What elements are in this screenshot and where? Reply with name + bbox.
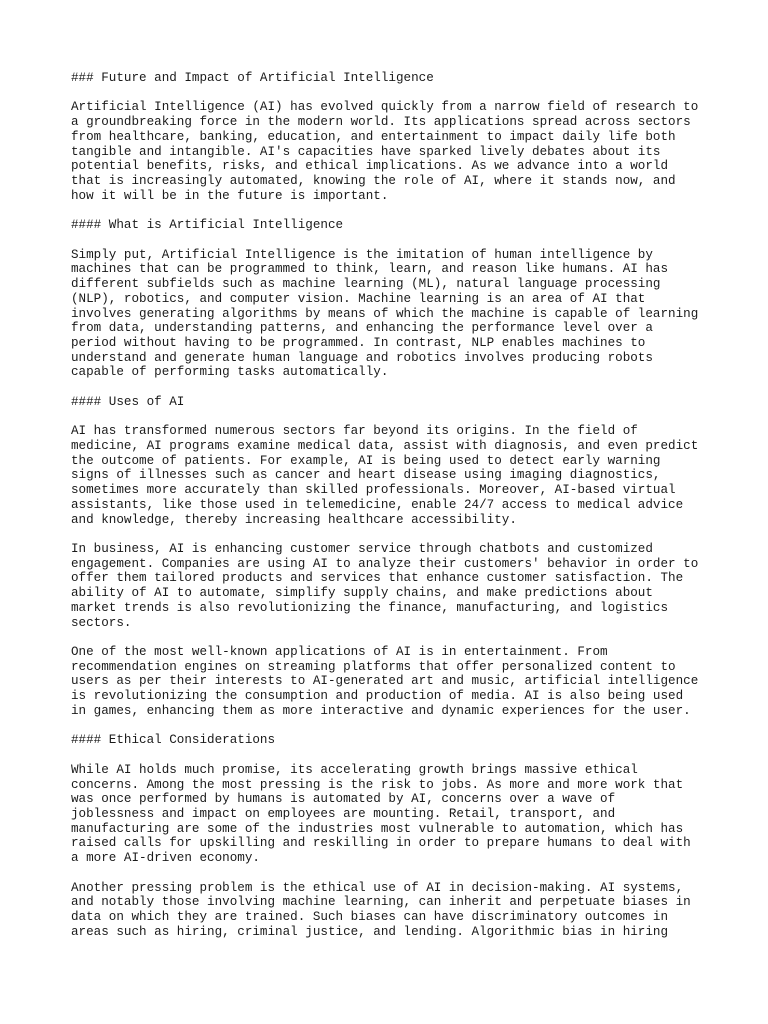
text-line: Simply put, Artificial Intelligence is the imitation of human intelligence by [71, 247, 653, 262]
paragraph-jobs [71, 763, 721, 866]
text-line: from healthcare, banking, education, and entertainment to impact daily life both [71, 129, 676, 144]
text-line: areas such as hiring, criminal justice, and lending. Algorithmic bias in hiring [71, 924, 669, 939]
text-line: medicine, AI programs examine medical data, assist with diagnosis, and even predict [71, 438, 699, 453]
document-page [71, 71, 721, 954]
text-line: from data, understanding patterns, and enhancing the performance level over a [71, 321, 653, 336]
text-line: market trends is also revolutionizing the finance, manufacturing, and logistics [71, 600, 669, 615]
text-line: offer them tailored products and services that enhance customer satisfaction. The [71, 571, 684, 586]
text-line: joblessness and impact on employees are mounting. Retail, transport, and [71, 806, 616, 821]
heading-ethical-considerations [71, 733, 721, 748]
text-line: sometimes more accurately than skilled professionals. Moreover, AI-based virtual [71, 483, 676, 498]
text-line: different subfields such as machine learning (ML), natural language processing [71, 277, 661, 292]
text-line: in games, enhancing them as more interactive and dynamic experiences for the user. [71, 703, 691, 718]
text-line: Artificial Intelligence (AI) has evolved quickly from a narrow field of research to [71, 100, 699, 115]
text-line: raised calls for upskilling and reskilling in order to prepare humans to deal with [71, 836, 691, 851]
text-line: In business, AI is enhancing customer service through chatbots and customized [71, 542, 653, 556]
paragraph-bias [71, 881, 721, 940]
paragraph-entertainment [71, 645, 721, 719]
text-line: period without having to be programmed. In contrast, NLP enables machines to [71, 335, 646, 350]
text-line: that is increasingly automated, knowing the role of AI, where it stands now, and [71, 174, 676, 189]
text-line: users as per their interests to AI-generated art and music, artificial intelligence [71, 674, 699, 689]
text-line: #### Uses of AI [71, 394, 185, 409]
text-line: (NLP), robotics, and computer vision. Machine learning is an area of AI that [71, 291, 646, 306]
text-line: recommendation engines on streaming platforms that offer personalized content to [71, 659, 676, 674]
text-line: was once performed by humans is automated by AI, concerns over a wave of [71, 792, 616, 807]
text-line: ability of AI to automate, simplify supply chains, and make predictions about [71, 586, 653, 601]
text-line: and notably those involving machine learning, can inherit and perpetuate biases in [71, 895, 691, 910]
text-line: potential benefits, risks, and ethical implications. As we advance into a world [71, 159, 669, 174]
text-line: the outcome of patients. For example, AI is being used to detect early warning [71, 453, 661, 468]
heading-uses-of-ai [71, 395, 721, 410]
text-line: assistants, like those used in telemedicine, enable 24/7 access to medical advice [71, 497, 684, 512]
heading-future-impact [71, 71, 721, 86]
paragraph-definition [71, 248, 721, 380]
text-line: #### What is Artificial Intelligence [71, 218, 344, 233]
text-line: tangible and intangible. AI's capacities have sparked lively debates about its [71, 144, 661, 159]
text-line: AI has transformed numerous sectors far beyond its origins. In the field of [71, 424, 638, 439]
text-line: data on which they are trained. Such biases can have discriminatory outcomes in [71, 909, 669, 924]
text-line: is revolutionizing the consumption and production of media. AI is also being used [71, 689, 684, 704]
text-line: machines that can be programmed to think, learn, and reason like humans. AI has [71, 262, 669, 277]
paragraph-intro [71, 100, 721, 203]
text-line: a groundbreaking force in the modern world. Its applications spread across sectors [71, 115, 691, 130]
text-line: signs of illnesses such as cancer and heart disease using imaging diagnostics, [71, 468, 661, 483]
text-line: a more AI-driven economy. [71, 851, 260, 866]
text-line: capable of performing tasks automatically. [71, 365, 389, 380]
text-line: ### Future and Impact of Artificial Intelligence [71, 71, 434, 85]
text-line: concerns. Among the most pressing is the risk to jobs. As more and more work that [71, 777, 684, 792]
heading-what-is-ai [71, 218, 721, 233]
text-line: engagement. Companies are using AI to analyze their customers' behavior in order to [71, 556, 699, 571]
text-line: sectors. [71, 615, 132, 630]
text-line: how it will be in the future is important. [71, 188, 389, 203]
text-line: understand and generate human language and robotics involves producing robots [71, 350, 653, 365]
text-line: manufacturing are some of the industries most vulnerable to automation, which has [71, 821, 684, 836]
text-line: and knowledge, thereby increasing healthcare accessibility. [71, 512, 517, 527]
text-line: Another pressing problem is the ethical use of AI in decision-making. AI systems, [71, 880, 684, 895]
text-line: #### Ethical Considerations [71, 733, 276, 748]
paragraph-medicine [71, 424, 721, 527]
text-line: involves generating algorithms by means of which the machine is capable of learning [71, 306, 699, 321]
text-line: While AI holds much promise, its accelerating growth brings massive ethical [71, 762, 638, 777]
text-line: One of the most well-known applications of AI is in entertainment. From [71, 645, 608, 660]
paragraph-business [71, 542, 721, 630]
